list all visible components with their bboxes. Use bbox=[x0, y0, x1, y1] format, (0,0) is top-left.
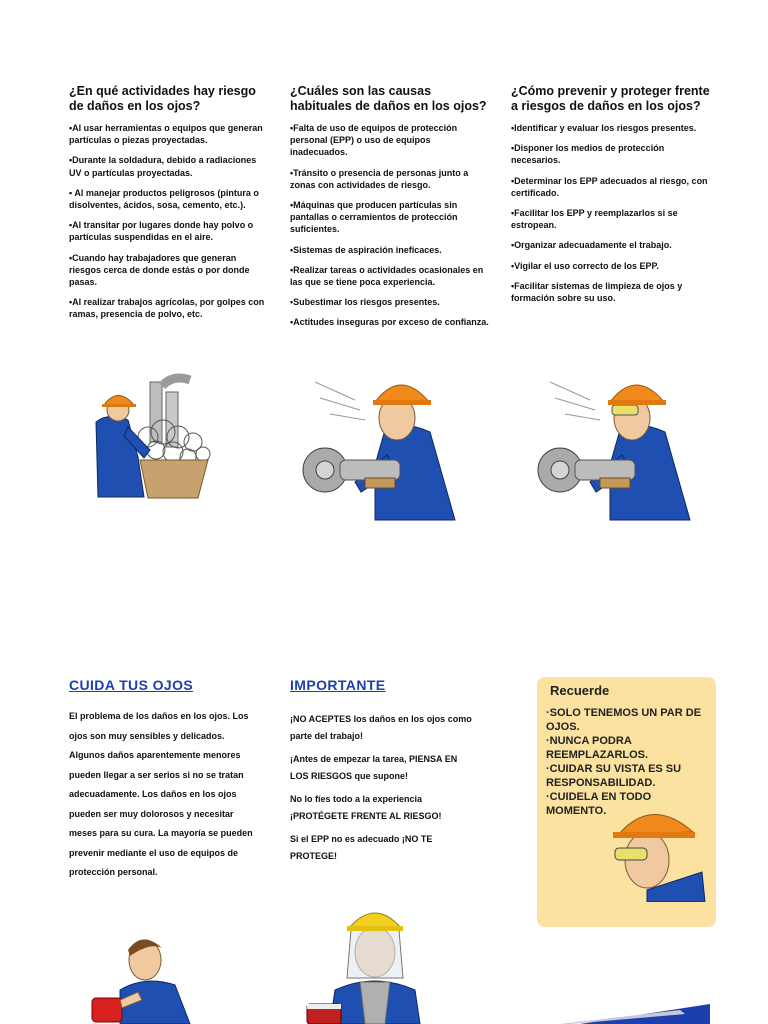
list-item: • Realizar tareas o actividades ocasionales en las que se tiene poca experiencia. bbox=[290, 264, 490, 288]
text-line: Algunos daños aparentemente menores bbox=[69, 750, 241, 760]
list-item: • Cuando hay trabajadores que generan riesgos cerca de donde estás o por donde pasas. bbox=[69, 252, 269, 289]
column-prevention bbox=[511, 84, 711, 312]
text-line: adecuadamente. Los daños en los ojos bbox=[69, 789, 237, 799]
decorative-stripes bbox=[560, 1000, 710, 1024]
worker-head-goggles-illustration bbox=[607, 802, 707, 902]
worker-faceshield-illustration bbox=[305, 900, 445, 1024]
text-line: meses para su cura. La mayoría se pueden bbox=[69, 828, 253, 838]
list-item: • Sistemas de aspiración ineficaces. bbox=[290, 244, 490, 256]
recuerde-item: · NUNCA PODRA REEMPLAZARLOS. bbox=[546, 734, 714, 762]
list-item: • Vigilar el uso correcto de los EPP. bbox=[511, 260, 711, 272]
list-item: • Durante la soldadura, debido a radiaciones UV o partículas proyectadas. bbox=[69, 154, 269, 178]
list-item: • Al realizar trabajos agrícolas, por golpes con ramas, presencia de polvo, etc. bbox=[69, 296, 269, 320]
list-item: • Tránsito o presencia de personas junto a zonas con actividades de riesgo. bbox=[290, 167, 490, 191]
cuida-title: CUIDA TUS OJOS bbox=[69, 677, 194, 693]
importante-paragraphs bbox=[290, 711, 475, 865]
recuerde-title: Recuerde bbox=[550, 683, 610, 698]
bullet-list bbox=[290, 122, 490, 329]
list-item: • Al usar herramientas o equipos que generan partículas o piezas proyectadas. bbox=[69, 122, 269, 146]
cuida-paragraph bbox=[69, 707, 269, 883]
list-item: • Organizar adecuadamente el trabajo. bbox=[511, 239, 711, 251]
list-item: • Subestimar los riesgos presentes. bbox=[290, 296, 490, 308]
recuerde-item: · SOLO TENEMOS UN PAR DE OJOS. bbox=[546, 706, 714, 734]
list-item: • Al transitar por lugares donde hay polvo o partículas suspendidas en el aire. bbox=[69, 219, 269, 243]
list-item: • Disponer los medios de protección necesarios. bbox=[511, 142, 711, 166]
worker-chemicals-illustration bbox=[90, 930, 220, 1024]
list-item: • Falta de uso de equipos de protección personal (EPP) o uso de equipos inadecuados. bbox=[290, 122, 490, 159]
bullet-list bbox=[69, 122, 269, 321]
important-note: ¡Antes de empezar la tarea, PIENSA EN LOS RIESGOS que supone! bbox=[290, 754, 458, 781]
list-item: • Al manejar productos peligrosos (pintura o disolventes, ácidos, sosa, cemento, etc.). bbox=[69, 187, 269, 211]
worker-grinder-goggles-illustration bbox=[530, 370, 700, 525]
important-note: Si el EPP no es adecuado ¡NO TE PROTEGE! bbox=[290, 834, 433, 861]
text-line: ojos son muy sensibles y delicados. bbox=[69, 730, 225, 741]
list-item: • Facilitar sistemas de limpieza de ojos y formación sobre su uso. bbox=[511, 280, 711, 304]
column-title: ¿Cuáles son las causas habituales de daños en los ojos? bbox=[290, 84, 487, 113]
text-line: protección personal. bbox=[69, 867, 158, 877]
worker-grinder-illustration bbox=[295, 370, 465, 525]
bullet-list bbox=[511, 122, 711, 304]
column-activities bbox=[69, 84, 269, 329]
list-item: • Máquinas que producen partículas sin pantallas o cerramientos de protección suficientes. bbox=[290, 199, 490, 236]
recuerde-item: · CUIDELA EN TODO MOMENTO. bbox=[546, 790, 714, 818]
text-line: pueden llegar a ser serios si no se tratan bbox=[69, 769, 244, 780]
important-note: ¡NO ACEPTES los daños en los ojos como parte del trabajo! bbox=[290, 714, 472, 741]
list-item: • Actitudes inseguras por exceso de confianza. bbox=[290, 316, 490, 328]
list-item: • Facilitar los EPP y reemplazarlos si se estropean. bbox=[511, 207, 711, 231]
column-causes bbox=[290, 84, 490, 337]
worker-dust-illustration bbox=[78, 372, 228, 502]
text-line: pueden ser muy dolorosos y necesitar bbox=[69, 808, 234, 819]
list-item: • Determinar los EPP adecuados al riesgo, con certificado. bbox=[511, 175, 711, 199]
column-title: ¿En qué actividades hay riesgo de daños en los ojos? bbox=[69, 84, 256, 113]
column-title: ¿Cómo prevenir y proteger frente a riesgos de daños en los ojos? bbox=[511, 84, 710, 113]
important-note: No lo fíes todo a la experiencia ¡PROTÉGETE FRENTE AL RIESGO! bbox=[290, 794, 442, 821]
list-item: • Identificar y evaluar los riesgos presentes. bbox=[511, 122, 711, 134]
recuerde-box bbox=[537, 677, 716, 927]
text-line: prevenir mediante el uso de equipos de bbox=[69, 847, 239, 858]
importante-title: IMPORTANTE bbox=[290, 677, 386, 693]
recuerde-item: · CUIDAR SU VISTA ES SU RESPONSABILIDAD. bbox=[546, 762, 714, 790]
text-line: El problema de los daños en los ojos. Los bbox=[69, 711, 249, 721]
